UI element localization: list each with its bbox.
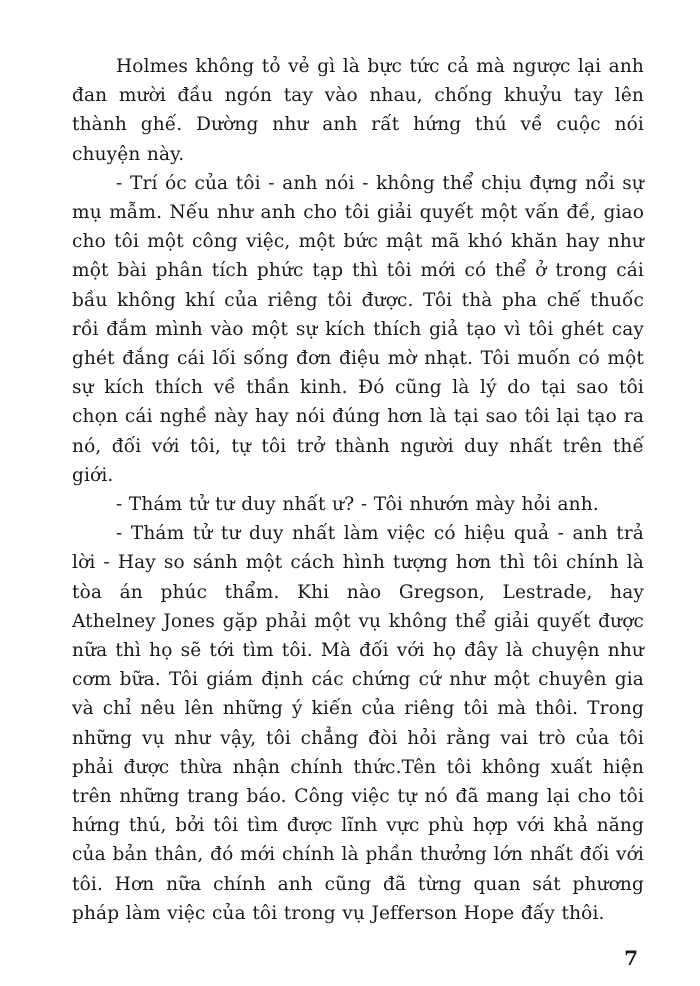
page-number: 7	[624, 946, 638, 970]
paragraph: - Trí óc của tôi - anh nói - không thể chịu đựng nổi sự mụ mẫm. Nếu như anh cho tôi giải quyết một vấn đề, giao cho tôi một công việc, một bức mật mã khó khăn hay như một bài phân tích phức tạp thì tôi mới có thể ở trong cái bầu không khí của riêng tôi được. Tôi thà pha chế thuốc rồi đắm mình vào một sự kích thích giả tạo vì tôi ghét cay ghét đắng cái lối sống đơn điệu mờ nhạt. Tôi muốn có một sự kích thích về thần kinh. Đó cũng là lý do tại sao tôi chọn cái nghề này hay nói đúng hơn là tại sao tôi lại tạo ra nó, đối với tôi, tự tôi trở thành người duy nhất trên thế giới.	[72, 172, 644, 486]
paragraph: - Thám tử tư duy nhất làm việc có hiệu quả - anh trả lời - Hay so sánh một cách hình tượng hơn thì tôi chính là tòa án phúc thẩm. Khi nào Gregson, Lestrade, hay Athelney Jones gặp phải một vụ không thể giải quyết được nữa thì họ sẽ tới tìm tôi. Mà đối với họ đây là chuyện như cơm bữa. Tôi giám định các chứng cứ như một chuyên gia và chỉ nêu lên những ý kiến của riêng tôi mà thôi. Trong những vụ như vậy, tôi chẳng đòi hỏi rằng vai trò của tôi phải được thừa nhận chính thức.Tên tôi không xuất hiện trên những trang báo. Công việc tự nó đã mang lại cho tôi hứng thú, bởi tôi tìm được lĩnh vực phù hợp với khả năng của bản thân, đó mới chính là phần thưởng lớn nhất đối với tôi. Hơn nữa chính anh cũng đã từng quan sát phương pháp làm việc của tôi trong vụ Jefferson Hope đấy thôi.	[72, 523, 644, 924]
paragraph: Holmes không tỏ vẻ gì là bực tức cả mà ngược lại anh đan mười đầu ngón tay vào nhau, chống khuỷu tay lên thành ghế. Dường như anh rất hứng thú về cuộc nói chuyện này.	[72, 56, 644, 165]
body-text	[72, 52, 644, 928]
paragraph: - Thám tử tư duy nhất ư? - Tôi nhướn mày hỏi anh.	[116, 494, 599, 516]
